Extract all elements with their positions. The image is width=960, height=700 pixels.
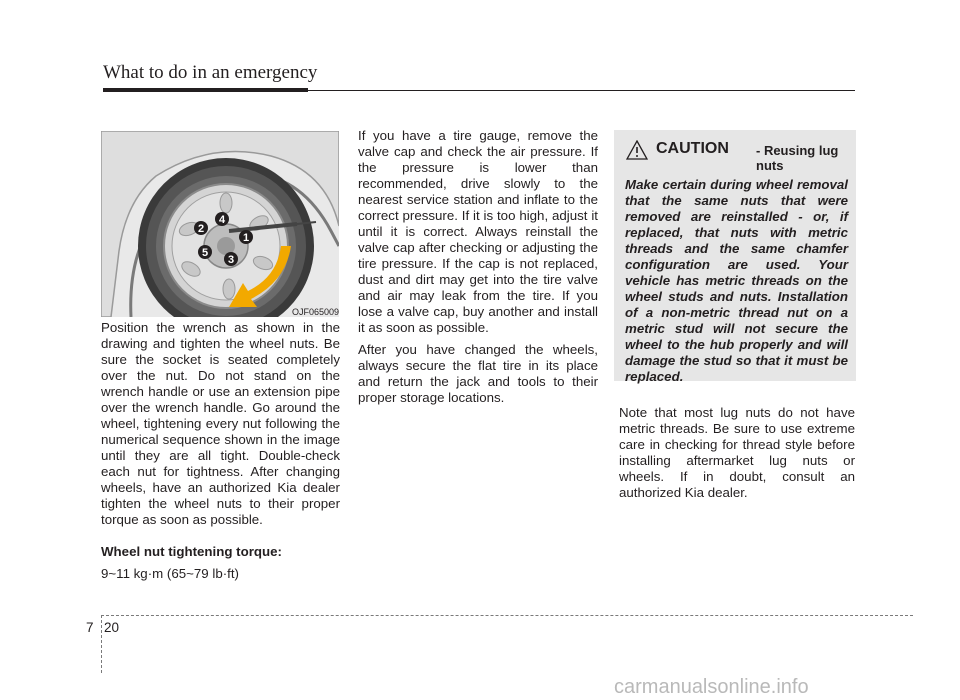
warning-triangle-icon <box>626 140 648 160</box>
footer-rule <box>101 615 913 616</box>
figure-code: OJF065009 <box>291 307 339 317</box>
column-left <box>101 320 340 582</box>
wrench-instructions-paragraph: Position the wrench as shown in the drawing and tighten the wheel nuts. Be sure the socket is seated completely over the nut. Do not stand on the wrench handle or use an extension pipe over the wrench handle. Go around the wheel, tightening every nut following the numerical sequence shown in the image until they are all tight. Double-check each nut for tightness. After changing wheels, have an authorized Kia dealer tighten the wheel nuts to their proper torque as soon as possible. <box>101 320 340 527</box>
nut-label-2: 2 <box>197 223 205 235</box>
caution-subtitle: - Reusing lug nuts <box>756 143 839 173</box>
caution-title: CAUTION <box>656 140 729 157</box>
header-rule-thin <box>308 90 855 91</box>
storage-paragraph: After you have changed the wheels, always secure the flat tire in its place and return the jack and tools to their proper storage locations. <box>358 342 598 405</box>
page-number: 20 <box>104 620 120 635</box>
header-rule-thick <box>103 88 308 92</box>
nut-label-4: 4 <box>218 214 226 226</box>
column-middle <box>358 128 598 406</box>
nut-label-5: 5 <box>201 247 209 259</box>
page-header-title: What to do in an emergency <box>103 62 318 83</box>
caution-body: Make certain during wheel removal that the same nuts that were removed are reinstalled - or, if replaced, that nuts with metric threads and the same chamfer configuration are used. Your vehicle has metric threads on the wheel studs and nuts. Installation of a non-metric thread nut on a metric stud will not secure the wheel to the hub properly and will damage the stud so that it must be replaced. <box>625 177 848 384</box>
torque-value: 9~11 kg·m (65~79 lb·ft) <box>101 566 239 581</box>
nut-label-1: 1 <box>242 232 250 244</box>
tire-pressure-paragraph: If you have a tire gauge, remove the valve cap and check the air pressure. If the pressure is lower than recommended, drive slowly to the nearest service station and inflate to the correct pressure. If it is too high, adjust it until it is correct. Always reinstall the valve cap after checking or adjusting the tire pressure. If the cap is not replaced, dust and dirt may get into the tire valve and air may leak from the tire. If you lose a valve cap, buy another and install it as soon as possible. <box>358 128 598 335</box>
caution-box <box>614 130 856 384</box>
nut-label-3: 3 <box>227 254 235 266</box>
torque-subheading: Wheel nut tightening torque: <box>101 544 282 559</box>
wheel-nut-illustration <box>101 131 339 317</box>
lug-nut-note-paragraph: Note that most lug nuts do not have metric threads. Be sure to use extreme care in checking for thread style before installing aftermarket lug nuts or wheels. If in doubt, consult an authorized Kia dealer. <box>619 405 855 500</box>
wheel-drawing <box>101 131 339 317</box>
section-number: 7 <box>86 620 94 635</box>
watermark-text: carmanualsonline.info <box>614 676 809 698</box>
column-right <box>619 405 855 501</box>
footer-divider <box>101 615 102 673</box>
